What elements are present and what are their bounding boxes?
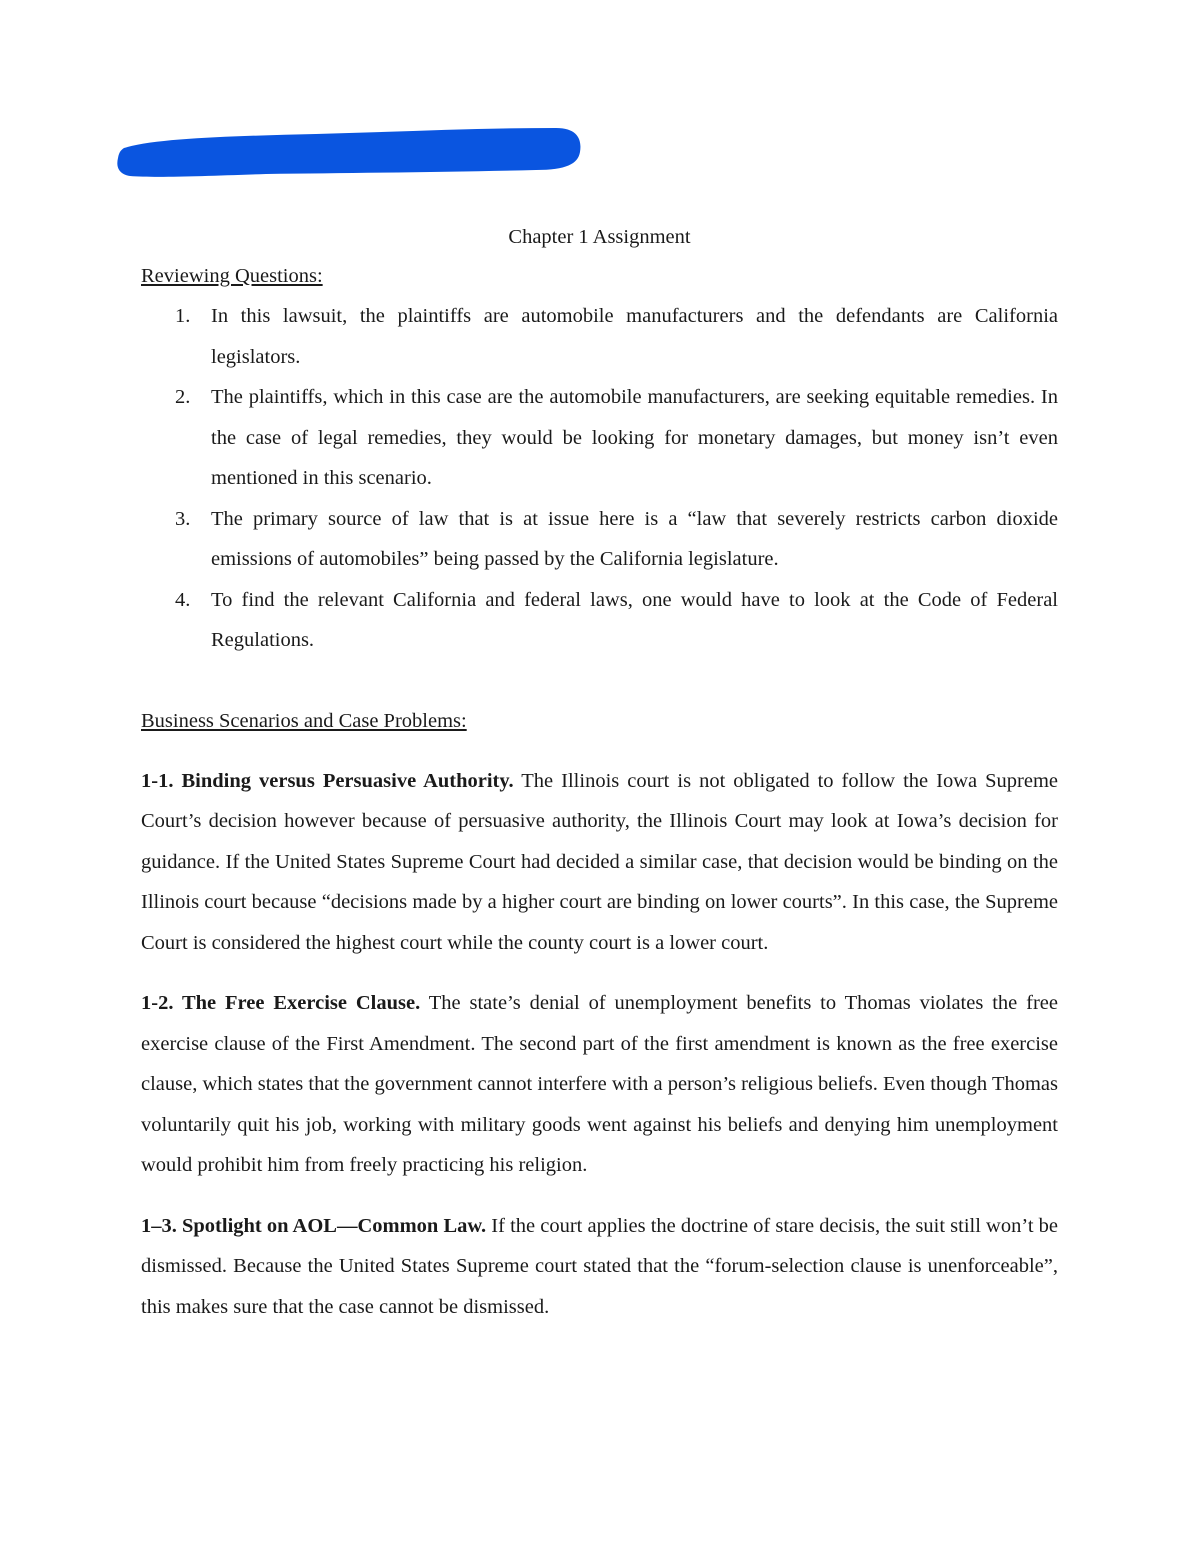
list-item-number: 4. [175,588,191,611]
reviewing-questions-heading: Reviewing Questions: [141,265,323,287]
list-item-text: In this lawsuit, the plaintiffs are automobile manufacturers and the defendants are California legislators. [211,305,1058,368]
redaction-mark [116,126,582,178]
list-item [141,499,1058,580]
list-item-text: The primary source of law that is at issue here is a “law that severely restricts carbon dioxide emissions of automobiles” being passed by the California legislature. [211,507,1058,570]
case-problem-text: The state’s denial of unemployment benefits to Thomas violates the free exercise clause of the First Amendment. The second part of the first amendment is known as the free exercise clause, which states that the government cannot interfere with a person’s religious beliefs. Even though Thomas voluntarily quit his job, working with military goods went against his beliefs and denying him unemployment would prohibit him from freely practicing his religion. [141,992,1058,1176]
list-item [141,580,1058,661]
case-problem-1-1 [141,761,1058,964]
list-item-number: 1. [175,305,191,327]
case-problem-label: 1-1. Binding versus Persuasive Authority. [141,769,514,792]
list-item [141,296,1058,377]
list-item-text: The plaintiffs, which in this case are the automobile manufacturers, are seeking equitable remedies. In the case of legal remedies, they would be looking for monetary damages, but money isn’t even mentioned in this scenario. [211,386,1058,489]
document-title: Chapter 1 Assignment [508,226,691,248]
list-item-text: To find the relevant California and federal laws, one would have to look at the Code of Federal Regulations. [211,588,1058,651]
list-item-number: 2. [175,386,191,408]
reviewing-questions-list [141,296,1058,661]
case-problem-text: The Illinois court is not obligated to follow the Iowa Supreme Court’s decision however because of persuasive authority, the Illinois Court may look at Iowa’s decision for guidance. If the United States Supreme Court had decided a similar case, that decision would be binding on the Illinois court because “decisions made by a higher court are binding on lower courts”. In this case, the Supreme Court is considered the highest court while the county court is a lower court. [141,769,1058,954]
list-item [141,377,1058,499]
document-body [141,218,1058,1327]
case-problem-1-3 [141,1206,1058,1328]
business-scenarios-heading: Business Scenarios and Case Problems: [141,709,467,732]
case-problem-text: If the court applies the doctrine of stare decisis, the suit still won’t be dismissed. Because the United States Supreme court stated that the “forum-selection clause is unenforceable”, this makes sure that the case cannot be dismissed. [141,1214,1058,1318]
list-item-number: 3. [175,507,191,530]
case-problem-label: 1–3. Spotlight on AOL—Common Law. [141,1214,487,1237]
case-problem-1-2 [141,983,1058,1186]
case-problem-label: 1-2. The Free Exercise Clause. [141,992,421,1014]
